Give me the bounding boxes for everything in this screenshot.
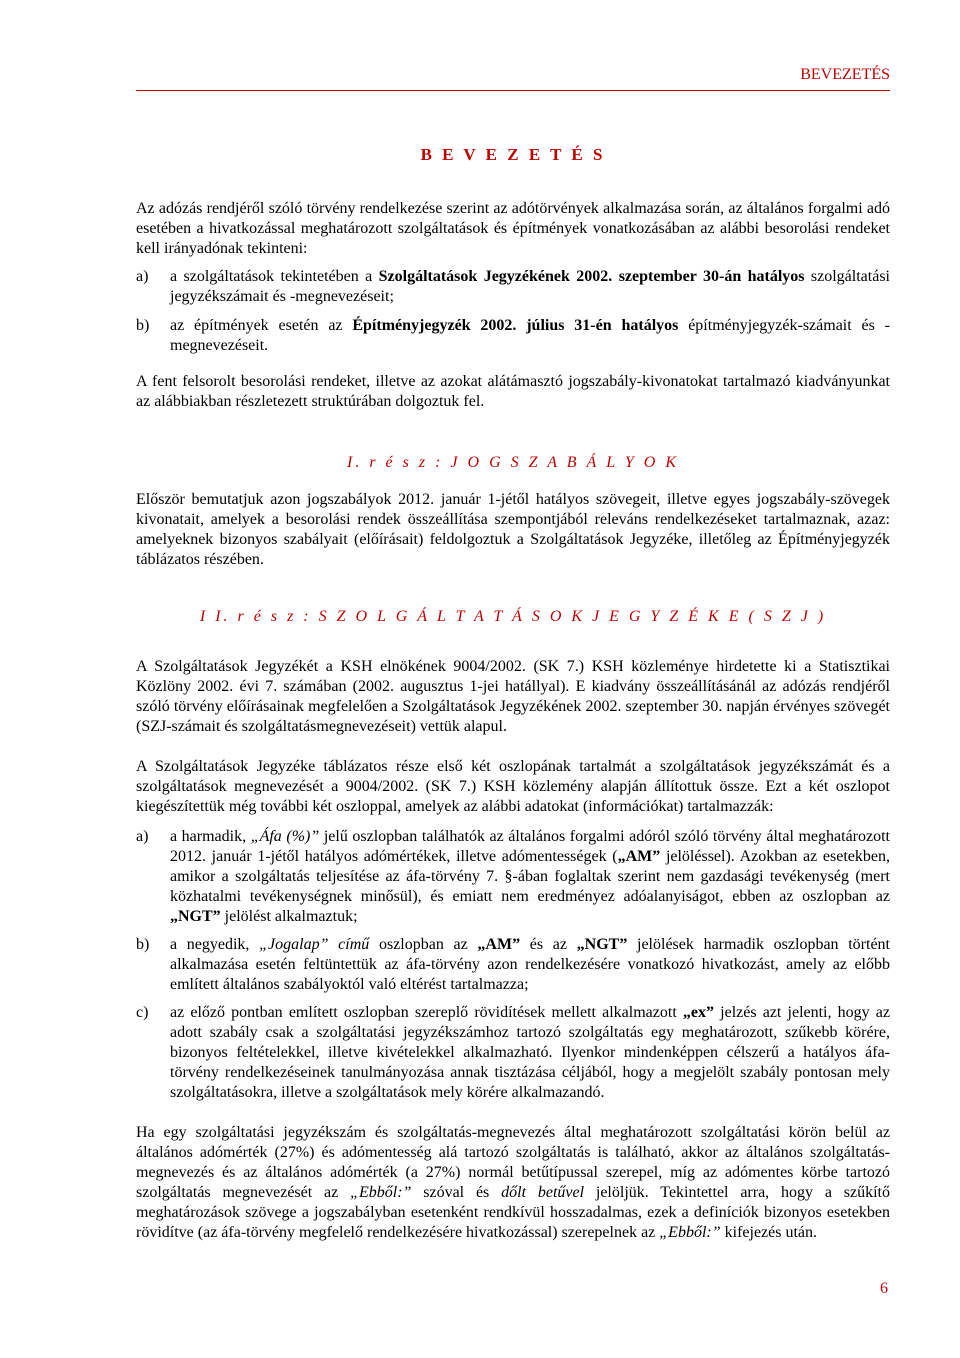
bold-run: „ex” xyxy=(682,1004,715,1021)
intro-block xyxy=(136,199,890,412)
section-heading-2: I I. r é s z : S Z O L G Á L T A T Á S O K J E G Y Z É K E ( S Z J ) xyxy=(199,608,827,625)
text-run: szolgáltatási jegyzékszámait és -megnevezéseit; xyxy=(170,268,890,305)
text-run: és az xyxy=(520,936,577,953)
text-run: a harmadik, xyxy=(170,828,251,845)
text-run: jelölést alkalmaztuk; xyxy=(220,908,358,925)
page-title: B E V E Z E T É S xyxy=(420,145,606,164)
bold-run: Szolgáltatások Jegyzékének 2002. szeptember 30-án hatályos xyxy=(378,268,805,285)
section-2-paragraph-1: A Szolgáltatások Jegyzékét a KSH elnökének 9004/2002. (SK 7.) KSH közleménye hirdetette ki a Statisztikai Közlöny 2002. évi 7. számában (2002. augusztus 1-jei hatállyal). E kiadvány összeállításánál az adózás rendjéről szóló törvény előírásainak megfelelően a Szolgáltatások Jegyzékének 2002. szeptember 30. napján érvényes szövegét (SZJ-számait és szolgáltatásmegnevezéseit) vettük alapul. xyxy=(136,658,890,735)
list-item-b xyxy=(136,935,890,995)
list-content xyxy=(170,827,890,927)
text-run: kifejezés után. xyxy=(720,1224,818,1241)
text-run: Ha egy szolgáltatási jegyzékszám és szolgáltatás-megnevezés által meghatározott szolgáltatási körön belül az általános adómérték (27%) és adómentesség alá tartozó szolgáltatás is található, akkor az általános szolgáltatás-megnevezés és az általános adómérték (a 27%) normál betűtípussal szerepel, míg az adómentes körbe tartozó szolgáltatás megnevezését az xyxy=(136,1124,890,1201)
list-content xyxy=(170,935,890,995)
list-content xyxy=(170,267,890,307)
italic-run: „Áfa (%)” xyxy=(250,828,320,845)
list-item-a xyxy=(136,827,890,927)
section-heading-1: I. r é s z : J O G S Z A B Á L Y O K xyxy=(346,454,680,471)
italic-run: „Ebből:” xyxy=(659,1224,721,1241)
text-run: jelöléssel). Azokban az esetekben, amikor a szolgáltatás teljesítése az áfa-törvény 7. §-ában foglaltak szerint nem gazdasági tevékenység (mert közhatalmi tevékenységnek minősül), és emiatt nem eredményez adóalanyiságot, ebben az oszlopban az xyxy=(170,848,890,905)
text-run: az építmények esetén az xyxy=(170,317,353,334)
text-run: az előző pontban említett oszlopban szereplő rövidítések mellett alkalmazott xyxy=(170,1004,683,1021)
page-number: 6 xyxy=(880,1280,888,1297)
list-marker: c) xyxy=(136,1004,149,1021)
text-run: jelölések harmadik oszlopban történt alkalmazása esetén feltüntettük az áfa-törvény azon rendelkezésére vonatkozó hivatkozást, amely az előbb említett általános szabályoktól való eltérést tartalmazza; xyxy=(170,936,891,993)
list-marker: a) xyxy=(136,828,149,845)
bold-run: „NGT” xyxy=(576,936,628,953)
header-rule xyxy=(136,90,890,91)
text-run: szóval és xyxy=(411,1184,502,1201)
text-run: oszlopban az xyxy=(369,936,478,953)
section-1-body xyxy=(136,490,890,570)
list-item-a xyxy=(136,267,890,307)
intro-paragraph-2: A fent felsorolt besorolási rendeket, illetve az azokat alátámasztó jogszabály-kivonatokat tartalmazó kiadványunkat az alábbiakban részletezett struktúrában dolgoztuk fel. xyxy=(136,373,890,410)
italic-run: dőlt betűvel xyxy=(501,1184,585,1201)
text-run: a negyedik, xyxy=(170,936,260,953)
section-1-paragraph: Először bemutatjuk azon jogszabályok 2012. január 1-jétől hatályos szövegeit, illetve egyes jogszabály-szövegek kivonatait, amelyek a besorolási rendek összeállítása szempontjából releváns rendelkezéseket tartalmaznak, azaz: amelyeknek bizonyos szabályait (előírásait) feldolgoztuk a Szolgáltatások Jegyzéke, illetőleg az Építményjegyzék táblázatos részében. xyxy=(136,491,890,568)
bold-run: „NGT” xyxy=(170,908,221,925)
italic-run: „Jogalap” című xyxy=(259,936,370,953)
bold-run: „AM” xyxy=(477,936,521,953)
text-run: a szolgáltatások tekintetében a xyxy=(170,268,379,285)
text-run: építményjegyzék-számait és -megnevezéseit. xyxy=(170,317,891,354)
text-run: jelzés azt jelenti, hogy az adott szabály csak a szolgáltatási jegyzékszámhoz tartozó szolgáltatás egy meghatározott, szűkebb körére, bizonyos feltételekkel, illetve kivételekkel alkalmazható. Ilyenkor mindenképpen célszerű a hatályos áfa-törvény rendelkezéseinek tanulmányozása annak tisztázása céljából, hogy a megjelölt szabály pontosan mely szolgáltatásokra, illetve a szolgáltatások mely körére alkalmazandó. xyxy=(170,1004,890,1101)
list-marker: b) xyxy=(136,936,150,953)
italic-run: „Ebből:” xyxy=(350,1184,412,1201)
list-marker: a) xyxy=(136,268,149,285)
list-item-c xyxy=(136,1003,890,1103)
section-2-body xyxy=(136,657,890,1243)
bold-run: Építményjegyzék 2002. július 31-én hatályos xyxy=(352,317,679,334)
text-run: jelöljük. Tekintettel arra, hogy a szűkítő meghatározások szövege a jogszabályban esetenként rendkívül hosszadalmas, ezek a definíciók bizonyos esetekben rövidítve (az áfa-törvény megfelelő rendelkezésére hivatkozással) szerepelnek az xyxy=(136,1184,890,1241)
list-content xyxy=(170,316,890,356)
intro-paragraph-1: Az adózás rendjéről szóló törvény rendelkezése szerint az adótörvények alkalmazása során, az általános forgalmi adó esetében a hivatkozással meghatározott szolgáltatások és építmények vonatkozásában az alábbi besorolási rendeket kell irányadónak tekinteni: xyxy=(136,200,890,257)
bold-run: „AM” xyxy=(617,848,661,865)
list-item-b xyxy=(136,316,890,356)
list-marker: b) xyxy=(136,317,150,334)
running-header: BEVEZETÉS xyxy=(800,66,890,83)
section-2-paragraph-2: A Szolgáltatások Jegyzéke táblázatos része első két oszlopának tartalmát a szolgáltatások jegyzékszámát és a szolgáltatások megnevezését a 9004/2002. (SK 7.) KSH közlemény alapján állítottuk össze. Ezt a két oszlopot kiegészítettük még további két oszloppal, amelyek az alábbi adatokat (információkat) tartalmazzák: xyxy=(136,758,890,815)
text-run: jelű oszlopban találhatók az általános forgalmi adóról szóló törvény által meghatározott 2012. január 1-jétől hatályos adómértékek, illetve adómentességek ( xyxy=(170,828,891,865)
section-2-paragraph-3 xyxy=(136,1123,890,1243)
list-content xyxy=(170,1003,890,1103)
